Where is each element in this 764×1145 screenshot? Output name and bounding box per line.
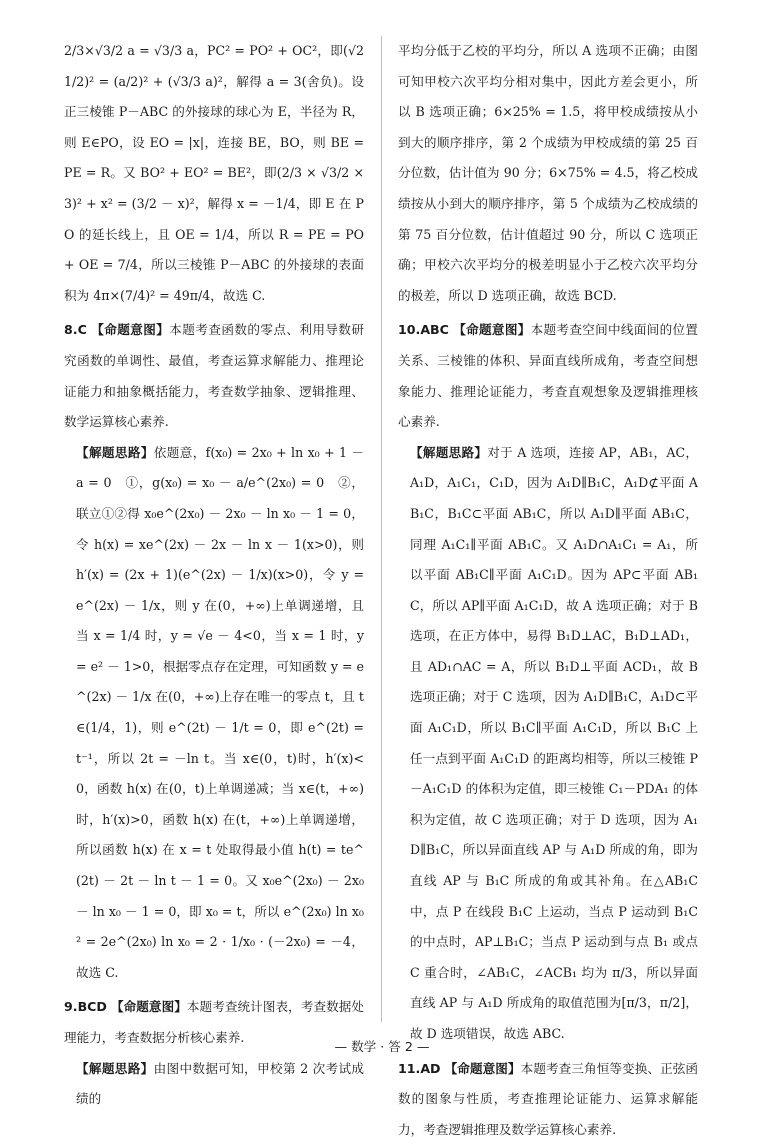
q9-solution-block [64, 1054, 364, 1115]
q11-intent-tag: 【命题意图】 [444, 1060, 521, 1076]
left-column [64, 36, 364, 1115]
q9-intent-tag: 【命题意图】 [110, 999, 187, 1015]
q10-solution: 对于 A 选项，连接 AP，AB₁，AC，A₁D，A₁C₁，C₁D，因为 A₁D∥B₁C，A₁D⊄平面 AB₁C，B₁C⊂平面 AB₁C，所以 A₁D∥平面 AB₁C，同理 A₁C₁∥平面 AB₁C。又 A₁D∩A₁C₁ = A₁，所以平面 AB₁C∥平面 A₁C₁D。因为 AP⊂平面 AB₁C，所以 AP∥平面 A₁C₁D，故 A 选项正确；对于 B 选项，在正方体中，易得 B₁D⊥AC，B₁D⊥AD₁，且 AD₁∩AC = A，所以 B₁D⊥平面 ACD₁，故 B 选项正确；对于 C 选项，因为 A₁D∥B₁C，A₁D⊂平面 A₁C₁D，所以 B₁C∥平面 A₁C₁D，所以 B₁C 上任一点到平面 A₁C₁D 的距离均相等，所以三棱锥 P－A₁C₁D 的体积为定值，即三棱锥 C₁－PDA₁ 的体积为定值，故 C 选项正确；对于 D 选项，因为 A₁D∥B₁C，所以异面直线 AP 与 A₁D 所成的角，即为直线 AP 与 B₁C 所成的角或其补角。在△AB₁C 中，点 P 在线段 B₁C 上运动，当点 P 运动到 B₁C 的中点时，AP⊥B₁C；当点 P 运动到与点 B₁ 或点 C 重合时，∠AB₁C，∠ACB₁ 均为 π/3，所以异面直线 AP 与 A₁D 所成角的取值范围为[π/3，π/2]，故 D 选项错误，故选 ABC. [410, 444, 698, 1041]
q11-number: 11. [398, 1060, 421, 1076]
q9-answer: BCD [77, 999, 107, 1015]
q8-answer: C [77, 322, 87, 338]
q10-solution-block [398, 438, 698, 1050]
q10-number: 10. [398, 322, 421, 338]
q9-intent: 本题考查统计图表，考查数据处理能力，考查数据分析核心素养. [64, 999, 364, 1045]
q9-solution-tag: 【解题思路】 [76, 1060, 154, 1076]
q10-answer: ABC [420, 322, 449, 338]
q8-block [64, 315, 364, 437]
q8-intent: 本题考查函数的零点、利用导数研究函数的单调性、最值，考查运算求解能力、推理论证能力和抽象概括能力，考查数学抽象、逻辑推理、数学运算核心素养. [64, 322, 365, 430]
q11-intent: 本题考查三角恒等变换、正弦函数的图象与性质，考查推理论证能力、运算求解能力，考查逻辑推理及数学运算核心素养. [398, 1060, 699, 1137]
q8-solution-tag: 【解题思路】 [76, 444, 154, 460]
q8-number: 8. [64, 322, 78, 338]
q9-number: 9. [64, 999, 78, 1015]
page-footer: — 数学 · 答 2 — [334, 1039, 430, 1054]
q8-solution: 依题意，f(x₀) = 2x₀ + ln x₀ + 1 － a = 0 ①，g(x₀) = x₀ － a/e^(2x₀) = 0 ②，联立①②得 x₀e^(2x₀) － 2x₀ － ln x₀ － 1 = 0，令 h(x) = xe^(2x) － 2x － ln x － 1(x>0)，则 h′(x) = (2x + 1)(e^(2x) － 1/x)(x>0)，令 y = e^(2x) － 1/x，则 y 在(0，+∞)上单调递增，且当 x = 1/4 时，y = √e － 4<0，当 x = 1 时，y = e² － 1>0，根据零点存在定理，可知函数 y = e^(2x) － 1/x 在(0，+∞)上存在唯一的零点 t，且 t∈(1/4，1)，则 e^(2t) － 1/t = 0，即 e^(2t) = t⁻¹，所以 2t = －ln t。当 x∈(0，t)时，h′(x)<0，函数 h(x) 在(0，t)上单调递减；当 x∈(t，+∞)时，h′(x)>0，函数 h(x) 在(t，+∞)上单调递增，所以函数 h(x) 在 x = t 处取得最小值 h(t) = te^(2t) － 2t － ln t － 1 = 0。又 x₀e^(2x₀) － 2x₀ － ln x₀ － 1 = 0，即 x₀ = t，所以 e^(2x₀) ln x₀² = 2e^(2x₀) ln x₀ = 2 · 1/x₀ · (－2x₀) = －4，故选 C. [76, 444, 365, 980]
q11-block [398, 1054, 698, 1145]
q10-intent-tag: 【命题意图】 [453, 322, 531, 338]
right-column [398, 36, 698, 1145]
q9-solution-continued: 平均分低于乙校的平均分，所以 A 选项不正确；由图可知甲校六次平均分相对集中，因此方差会更小，所以 B 选项正确；6×25% = 1.5，将甲校成绩按从小到大的顺序排序，第 2 个成绩为甲校成绩的第 25 百分位数，估计值为 90 分；6×75% = 4.5，将乙校成绩按从小到大的顺序排序，第 5 个成绩为乙校成绩的第 75 百分位数，估计值超过 90 分，所以 C 选项正确；甲校六次平均分的极差明显小于乙校六次平均分的极差，所以 D 选项正确，故选 BCD. [398, 43, 698, 303]
q10-intent: 本题考查空间中线面间的位置关系、三棱锥的体积、异面直线所成角，考查空间想象能力、推理论证能力，考查直观想象及逻辑推理核心素养. [398, 322, 699, 430]
q10-block [398, 315, 698, 437]
q8-solution-block [64, 438, 364, 989]
q7-solution-continued: 2/3×√3/2 a = √3/3 a，PC² = PO² + OC²，即(√21/2)² = (a/2)² + (√3/3 a)²，解得 a = 3(舍负)。设正三棱锥 P－ABC 的外接球的球心为 E，半径为 R，则 E∈PO，设 EO = |x|，连接 BE，BO，则 BE = PE = R。又 BO² + EO² = BE²，即(2/3 × √3/2 × 3)² + x² = (3/2 － x)²，解得 x = －1/4，即 E 在 PO 的延长线上，且 OE = 1/4，所以 R = PE = PO + OE = 7/4，所以三棱锥 P－ABC 的外接球的表面积为 4π×(7/4)² = 49π/4，故选 C. [64, 43, 364, 303]
q9-solution: 由图中数据可知，甲校第 2 次考试成绩的 [76, 1060, 364, 1107]
column-divider [381, 36, 382, 1022]
q10-solution-tag: 【解题思路】 [410, 444, 488, 460]
q8-intent-tag: 【命题意图】 [91, 322, 170, 338]
q11-answer: AD [420, 1060, 441, 1076]
